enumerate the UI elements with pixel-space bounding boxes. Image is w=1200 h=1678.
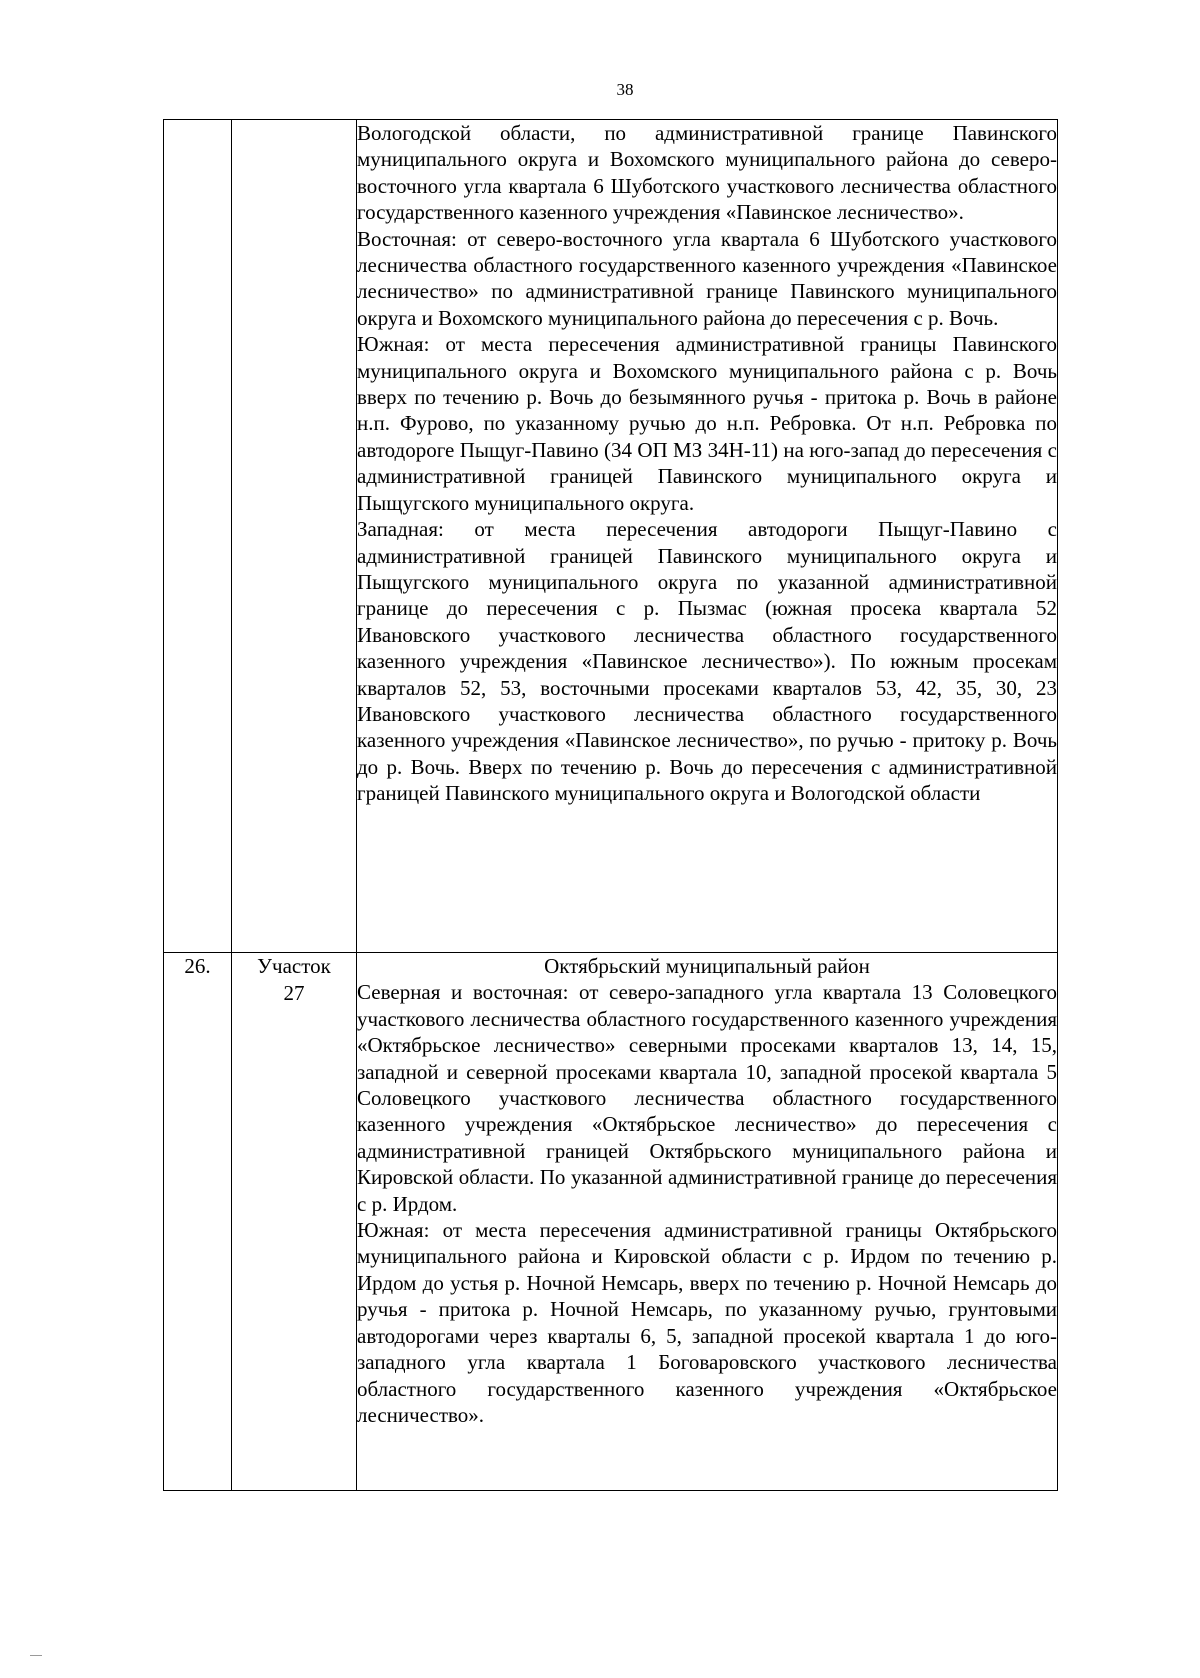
boundary-description-cell [357,953,1058,1491]
boundary-paragraph-north-east: Северная и восточная: от северо-западного угла квартала 13 Соловецкого участкового лесничества областного государственного казенного учреждения «Октябрьское лесничество» северными просеками кварталов 13, 14, 15, западной и северной просеками квартала 10, западной просекой квартала 5 Соловецкого участкового лесничества областного государственного казенного учреждения «Октябрьское лесничество» до пересечения с административной границей Октябрьского муниципального района и Кировской области. По указанной административной границе до пересечения с р. Ирдом. [357,980,1057,1216]
plot-name-cell [232,953,357,1491]
scan-mark [30,1655,42,1656]
boundary-paragraph-south: Южная: от места пересечения административной границы Павинского муниципального округа и Вохомского муниципального района с р. Вочь вверх по течению р. Вочь до безымянного ручья - притока р. Вочь в районе н.п. Фурово, по указанному ручью до н.п. Ребровка. От н.п. Ребровка по автодороге Пыщуг-Павино (34 ОП МЗ 34Н-11) на юго-запад до пересечения с административной границей Павинского муниципального округа и Пыщугского муниципального округа. [357,332,1057,515]
page-number: 38 [616,80,634,99]
boundary-paragraph-south: Южная: от места пересечения административной границы Октябрьского муниципального района и Кировской области с р. Ирдом по течению р. Ирдом до устья р. Ночной Немсарь, вверх по течению р. Ночной Немсарь до ручья - притока р. Ночной Немсарь, по указанному ручью, грунтовыми автодорогами через кварталы 6, 5, западной просекой квартала 1 до юго-западного угла квартала 1 Боговаровского участкового лесничества областного государственного казенного учреждения «Октябрьское лесничество». [357,1218,1057,1427]
plot-name-line2: 27 [283,981,305,1005]
boundary-description-cell [357,120,1058,953]
district-title: Октябрьский муниципальный район [544,954,870,978]
table-row [164,120,1058,953]
plot-name-line1: Участок [257,954,331,978]
row-number-cell [164,120,232,953]
boundary-paragraph: Вологодской области, по административной границе Павинского муниципального округа и Вохомского муниципального района до северо-восточного угла квартала 6 Шуботского участкового лесничества областного государственного казенного учреждения «Павинское лесничество». [357,121,1057,225]
boundary-paragraph-east: Восточная: от северо-восточного угла квартала 6 Шуботского участкового лесничества областного государственного казенного учреждения «Павинское лесничество» по административной границе Павинского муниципального округа и Вохомского муниципального района до пересечения с р. Вочь. [357,226,1057,330]
table-row [164,953,1058,1491]
row-number: 26. [184,954,211,978]
boundary-paragraph-west: Западная: от места пересечения автодороги Пыщуг-Павино с административной границей Павинского муниципального округа и Пыщугского муниципального округа по указанной административной границе до пересечения с р. Пызмас (южная просека квартала 52 Ивановского участкового лесничества областного государственного казенного учреждения «Павинское лесничество»). По южным просекам кварталов 52, 53, восточными просеками кварталов 53, 42, 35, 30, 23 Ивановского участкового лесничества областного государственного казенного учреждения «Павинское лесничество», по ручью - притоку р. Вочь до р. Вочь. Вверх по течению р. Вочь до пересечения с административной границей Павинского муниципального округа и Вологодской области [357,517,1057,806]
row-number-cell [164,953,232,1491]
boundaries-table [163,119,1058,1491]
plot-name-cell [232,120,357,953]
